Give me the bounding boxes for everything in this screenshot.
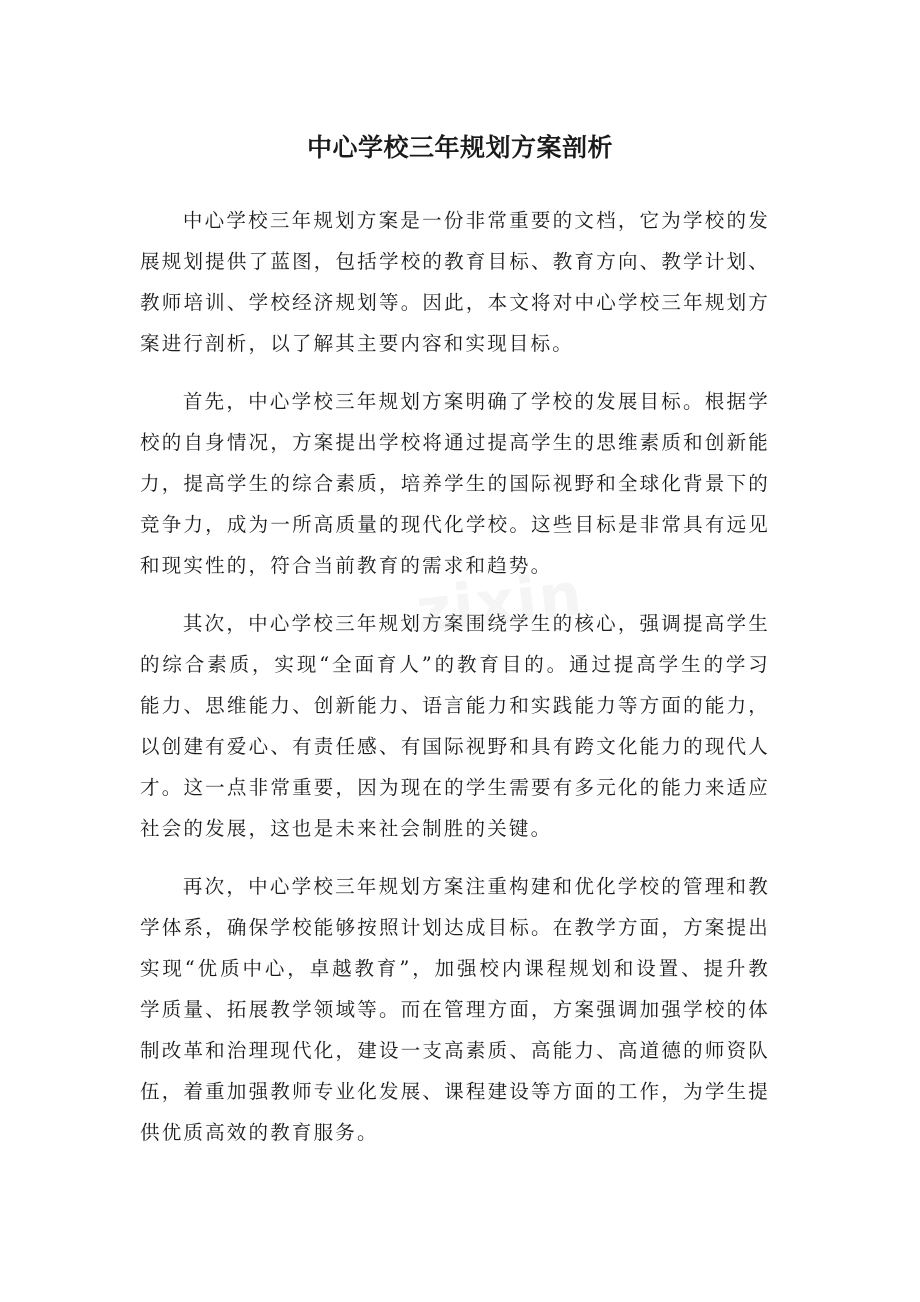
watermark: zixin <box>413 559 587 647</box>
paragraph-management: 再次，中心学校三年规划方案注重构建和优化学校的管理和教学体系，确保学校能够按照计划达成目标。在教学方面，方案提出实现“优质中心，卓越教育”，加强校内课程规划和设置、提升教学质量、拓展教学领域等。而在管理方面，方案强调加强学校的体制改革和治理现代化，建设一支高素质、高能力、高道德的师资队伍，着重加强教师专业化发展、课程建设等方面的工作，为学生提供优质高效的教育服务。 <box>140 875 770 1144</box>
paragraph-student-core: 其次，中心学校三年规划方案围绕学生的核心，强调提高学生的综合素质，实现“全面育人”的教育目的。通过提高学生的学习能力、思维能力、创新能力、语言能力和实践能力等方面的能力，以创建有爱心、有责任感、有国际视野和具有跨文化能力的现代人才。这一点非常重要，因为现在的学生需要有多元化的能力来适应社会的发展，这也是未来社会制胜的关键。 <box>140 612 770 840</box>
document-body <box>140 200 770 1170</box>
paragraph-goals: 首先，中心学校三年规划方案明确了学校的发展目标。根据学校的自身情况，方案提出学校将通过提高学生的思维素质和创新能力，提高学生的综合素质，培养学生的国际视野和全球化背景下的竞争力，成为一所高质量的现代化学校。这些目标是非常具有远见和现实性的，符合当前教育的需求和趋势。 <box>140 390 770 577</box>
paragraph-intro: 中心学校三年规划方案是一份非常重要的文档，它为学校的发展规划提供了蓝图，包括学校的教育目标、教育方向、教学计划、教师培训、学校经济规划等。因此，本文将对中心学校三年规划方案进行剖析，以了解其主要内容和实现目标。 <box>140 209 770 355</box>
document-title: 中心学校三年规划方案剖析 <box>306 133 613 162</box>
